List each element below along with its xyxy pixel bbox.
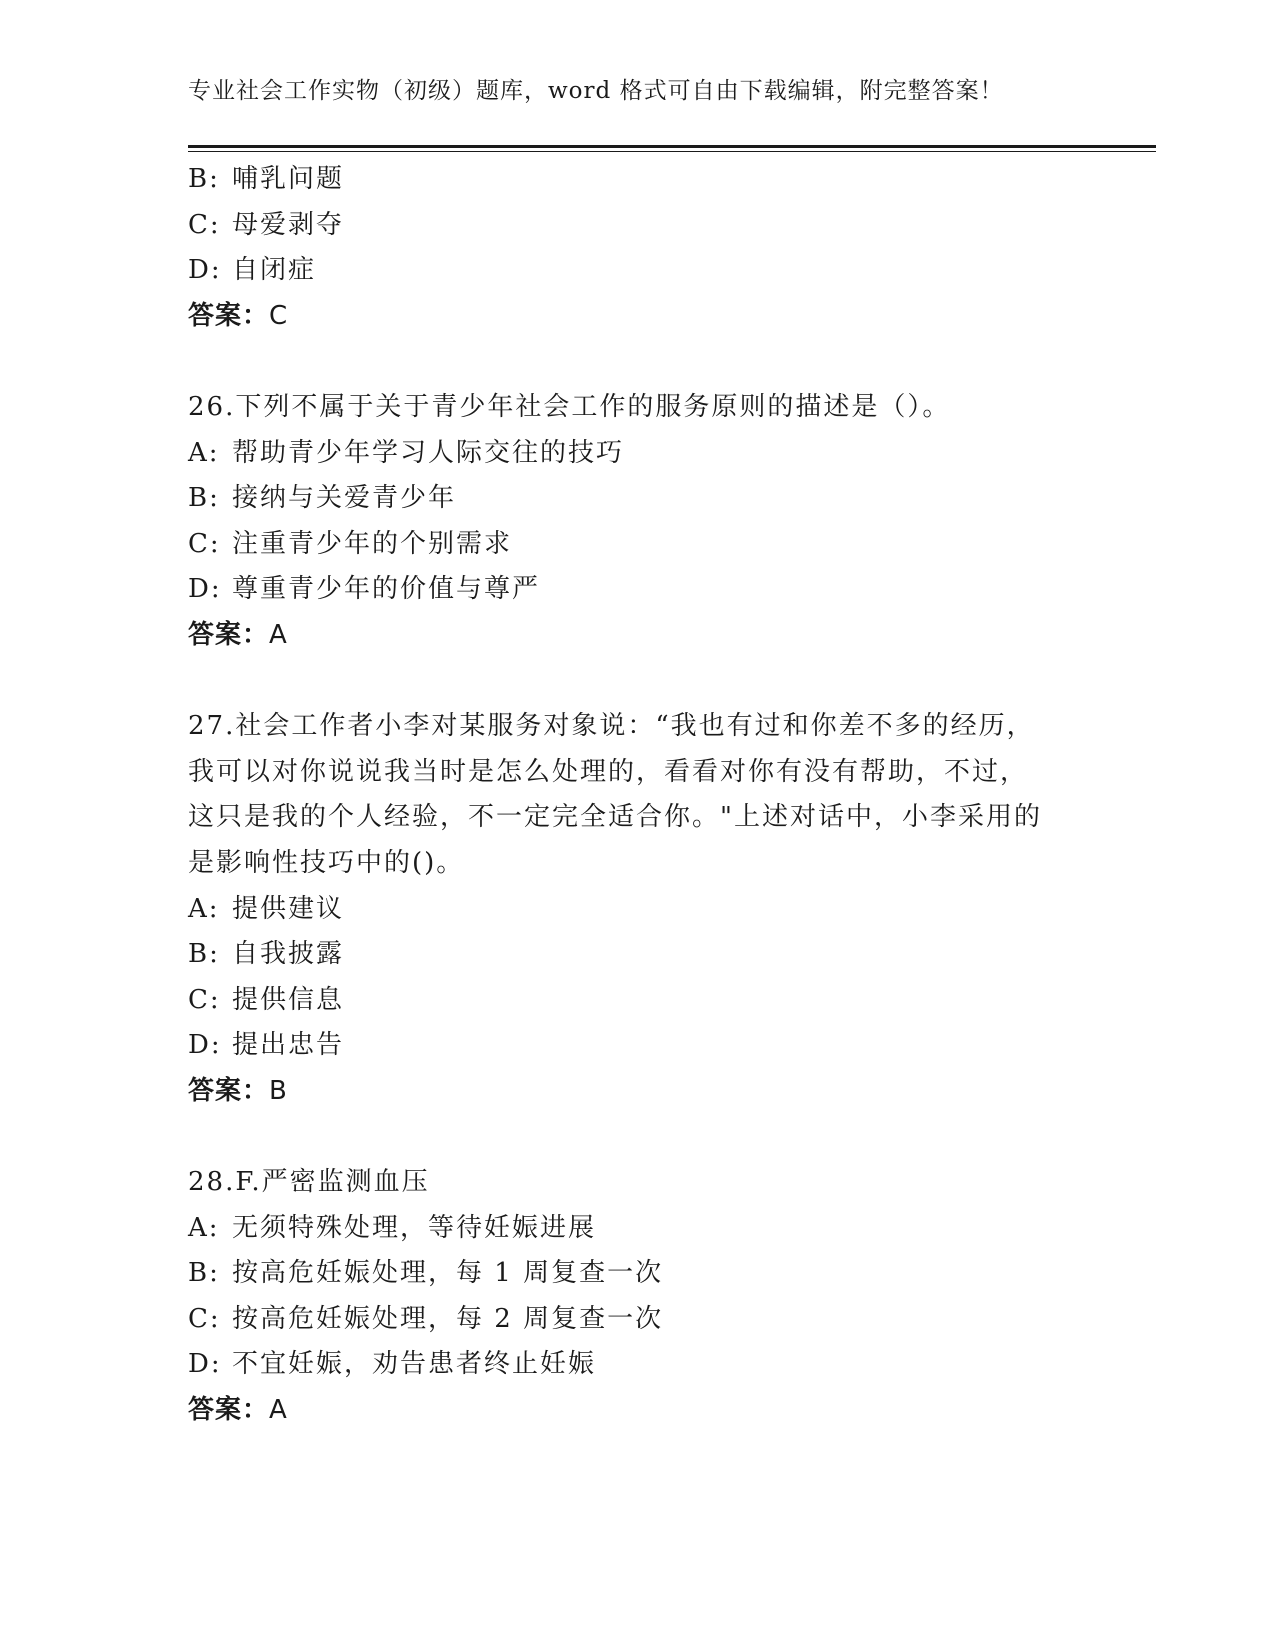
option-item bbox=[188, 1297, 1088, 1343]
option-letter: C: bbox=[188, 1303, 221, 1334]
option-item bbox=[188, 567, 1088, 613]
option-item bbox=[188, 932, 1088, 978]
spacer bbox=[188, 659, 1088, 705]
answer-value: B bbox=[269, 1075, 288, 1106]
option-text: 尊重青少年的价值与尊严 bbox=[232, 574, 541, 605]
answer-label: 答案： bbox=[188, 300, 270, 331]
option-item bbox=[188, 476, 1088, 522]
header-rule-thick bbox=[188, 145, 1156, 148]
option-item bbox=[188, 522, 1088, 568]
option-text: 自我披露 bbox=[232, 939, 345, 970]
option-letter: C: bbox=[188, 984, 221, 1015]
option-item bbox=[188, 248, 1088, 294]
option-text: 按高危妊娠处理，每 1 周复查一次 bbox=[232, 1258, 664, 1289]
spacer bbox=[188, 339, 1088, 385]
option-letter: C: bbox=[188, 528, 221, 559]
answer-label: 答案： bbox=[188, 1395, 270, 1426]
option-text: 提出忠告 bbox=[232, 1030, 345, 1061]
answer-line bbox=[188, 613, 1088, 659]
question-block-prev bbox=[188, 157, 1088, 339]
page-header: 专业社会工作实物（初级）题库，word 格式可自由下载编辑，附完整答案！ bbox=[188, 78, 1004, 104]
answer-value: A bbox=[269, 619, 288, 650]
spacer bbox=[188, 1114, 1088, 1160]
option-letter: B: bbox=[188, 483, 220, 514]
answer-line bbox=[188, 1388, 1088, 1434]
option-letter: B: bbox=[188, 1258, 220, 1289]
option-text: 母爱剥夺 bbox=[232, 209, 345, 240]
answer-label: 答案： bbox=[188, 619, 270, 650]
option-letter: A: bbox=[188, 437, 220, 468]
option-text: 提供建议 bbox=[232, 893, 345, 924]
option-letter: D: bbox=[188, 1030, 222, 1061]
question-text bbox=[188, 385, 1088, 431]
option-letter: A: bbox=[188, 1212, 220, 1243]
option-text: 哺乳问题 bbox=[232, 164, 345, 194]
option-letter: A: bbox=[188, 893, 220, 924]
question-block-26 bbox=[188, 385, 1088, 659]
answer-value: A bbox=[269, 1395, 288, 1426]
question-text bbox=[188, 704, 1088, 886]
option-text: 接纳与关爱青少年 bbox=[232, 483, 457, 514]
option-item bbox=[188, 978, 1088, 1024]
option-text: 提供信息 bbox=[232, 984, 345, 1015]
option-letter: D: bbox=[188, 1349, 222, 1380]
option-item bbox=[188, 431, 1088, 477]
option-item bbox=[188, 887, 1088, 933]
question-line: 28.F.严密监测血压 bbox=[188, 1167, 430, 1198]
option-letter: B: bbox=[188, 164, 220, 194]
answer-line bbox=[188, 1069, 1088, 1115]
option-item bbox=[188, 1342, 1088, 1388]
option-text: 按高危妊娠处理，每 2 周复查一次 bbox=[232, 1303, 664, 1334]
option-text: 帮助青少年学习人际交往的技巧 bbox=[232, 437, 625, 468]
option-letter: D: bbox=[188, 574, 222, 605]
question-line: 26.下列不属于关于青少年社会工作的服务原则的描述是（）。 bbox=[188, 391, 951, 422]
question-line: 是影响性技巧中的()。 bbox=[188, 847, 465, 878]
answer-line bbox=[188, 294, 1088, 340]
option-item bbox=[188, 157, 1088, 203]
option-item bbox=[188, 203, 1088, 249]
header-rule-thin bbox=[188, 151, 1156, 152]
question-list bbox=[188, 157, 1088, 1434]
question-line: 这只是我的个人经验，不一定完全适合你。"上述对话中，小李采用的 bbox=[188, 802, 1042, 833]
option-item bbox=[188, 1206, 1088, 1252]
option-item bbox=[188, 1251, 1088, 1297]
question-line: 我可以对你说说我当时是怎么处理的，看看对你有没有帮助，不过， bbox=[188, 756, 1029, 787]
option-text: 自闭症 bbox=[232, 255, 317, 286]
answer-label: 答案： bbox=[188, 1075, 270, 1106]
answer-value: C bbox=[269, 300, 289, 331]
option-text: 不宜妊娠，劝告患者终止妊娠 bbox=[232, 1349, 597, 1380]
option-letter: B: bbox=[188, 939, 220, 970]
option-letter: C: bbox=[188, 209, 221, 240]
question-block-27 bbox=[188, 704, 1088, 1114]
question-text bbox=[188, 1160, 1088, 1206]
option-text: 无须特殊处理，等待妊娠进展 bbox=[232, 1212, 597, 1243]
option-item bbox=[188, 1023, 1088, 1069]
option-text: 注重青少年的个别需求 bbox=[232, 528, 513, 559]
question-line: 27.社会工作者小李对某服务对象说：“我也有过和你差不多的经历， bbox=[188, 711, 1035, 742]
question-block-28 bbox=[188, 1160, 1088, 1434]
option-letter: D: bbox=[188, 255, 222, 286]
